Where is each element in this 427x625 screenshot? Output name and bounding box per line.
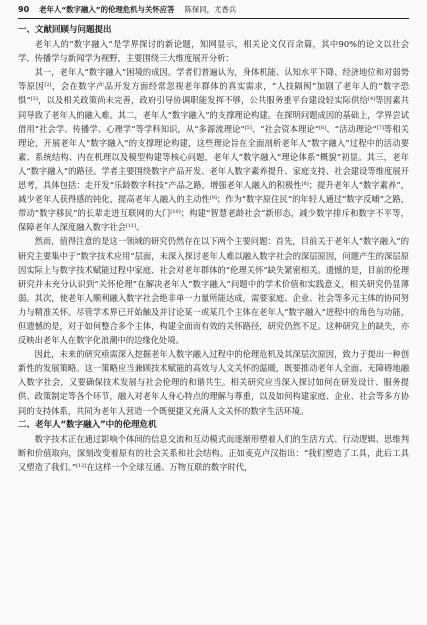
section-heading: 二、老年人“数字融入”中的伦理危机 bbox=[18, 419, 157, 430]
citation-ref: [9] bbox=[209, 195, 217, 202]
citation-ref: [11] bbox=[125, 223, 137, 230]
running-authors: 陈保同，尤香兵 bbox=[184, 5, 237, 14]
citation-ref: [10] bbox=[170, 209, 181, 216]
citation-ref: [2] bbox=[44, 82, 52, 89]
page-number: 90 bbox=[18, 5, 30, 14]
citation-ref: [7] bbox=[376, 124, 384, 131]
citation-ref: [6] bbox=[319, 124, 327, 131]
citation-ref: [4] bbox=[368, 96, 376, 103]
body-paragraph: 因此，未来的研究亟需深入挖掘老年人数字融入过程中的伦理危机及其深层次原因，致力于提出一种创新性的发展策略。这一策略应当兼顾技术赋能的高效与人文关怀的温暖，既要推动老年人全面、无障碍地融入数字社会，又要确保技术发展与社会伦理的和谐共生。相关研究应当深入探讨如何在研发设计、服务提供、政策制定等各个环节，融入对老年人身心特点的理解与尊重，以及如何构建家庭、企业、社会等多方协同的支持体系，共同为老年人营造一个既便捷又充满人文关怀的数字生活环境。 bbox=[18, 349, 409, 416]
running-header bbox=[18, 4, 409, 19]
body-paragraph: 其一，老年人“数字融入”困境的成因。学者们普遍认为，身体机能、认知水平下降、经济地位和对弱势等原因[2]，会在数字产品开发方面经常忽视老年群体的真实需求，“人技隔阂”加剧了老年人的“数字恐惧”[3]，以及相关政策尚未完善，政府引导协调职能发挥不够，公共服务重平台建设轻实际供给[4]等因素共同导致了老年人的融入难。其二，老年人“数字融入”的支撑理论构建。在探明问题成因的基础上，学界尝试借用“社会学、传播学、心理学”等学科知识，从“多源流理论”[5]、“社会资本理论”[6]、“活动理论”[7]等相关理论，开展老年人“数字融入”的支撑理论构建，这些理论旨在全面剖析老年人“数字融入”过程中的活动要素、系统结构、内在机理以及模型构建等核心问题，老年人“数字融入”理论体系“概貌”初显。其三，老年人“数字融入”的路径。学者主要围绕数字产品开发、老年人数字素养提升、家庭支持、社会建设等维度展开思考，具体包括：走开发“乐龄数字科技”产品之路，增强老年人融入的积极性[8]；提升老年人“数字素养”，减少老年人获得感的钝化，提高老年人融入的主动性[9]；作为“数字原住民”的年轻人通过“数字反哺”之路，带动“数字移民”的长辈走进互联网的大门[10]；构建“智慧老龄社会”新形态，减少数字排斥和数字不平等，保障老年人深度融入数字社会[11]。 bbox=[18, 67, 409, 233]
running-title: 老年人“数字融入”的伦理危机与关怀应答 bbox=[39, 5, 175, 14]
section-heading: 一、文献回顾与问题提出 bbox=[18, 25, 112, 35]
body-paragraph: 数字技术正在通过影响个体间的信息交流和互动模式而逐渐形塑着人们的生活方式、行动逻辑、思维判断和价值取向，深刻改变着原有的社会关系和社会结构。正如麦克卢汉指出：“我们塑造了工具，此后工具又塑造了我们。”[12]在这样一个全球互通、万物互联的数字时代， bbox=[18, 433, 409, 472]
citation-ref: [5] bbox=[244, 124, 252, 131]
body-paragraph: 老年人的“数字融入”是学界探讨的新论题，知网显示，相关论文仅百余篇，其中90%的论文以社会学、传播学与新闻学为视野，主要围绕三大维度展开分析： bbox=[18, 39, 409, 64]
citation-ref: [8] bbox=[301, 181, 309, 188]
body-paragraph: 然而，值得注意的是这一领域的研究仍然存在以下两个主要问题：首先，目前关于老年人“数字融入”的研究主要集中于“数字技术应用”层面，未深入探讨老年人难以融入数字社会的深层原因，问题产生的深层原因实际上与数字技术赋能过程中家庭、社会对老年群体的“伦理关怀”缺失紧密相关。遗憾的是，目前的伦理研究并未充分认识到“关怀伦理”在解决老年人“数字融入”问题中的学术价值和实践意义，相关研究仍显薄弱。其次，使老年人顺利融入数字社会绝非单一力量所能达成，需要家庭、企业、社会等多元主体的协同努力与精准关怀。尽管学术界已开始触及并讨论某一或某几个主体在老年人“数字融入”进程中的角色与功能，但遗憾的是，对于如何整合多个主体，构建全面而有效的关怀路径，研究仍然不足。这种研究上的缺失，亦反映出老年人在数字化浪潮中的边缘化处境。 bbox=[18, 236, 409, 346]
citation-ref: [3] bbox=[30, 96, 38, 103]
article-body bbox=[18, 23, 409, 474]
citation-ref: [12] bbox=[76, 462, 87, 469]
